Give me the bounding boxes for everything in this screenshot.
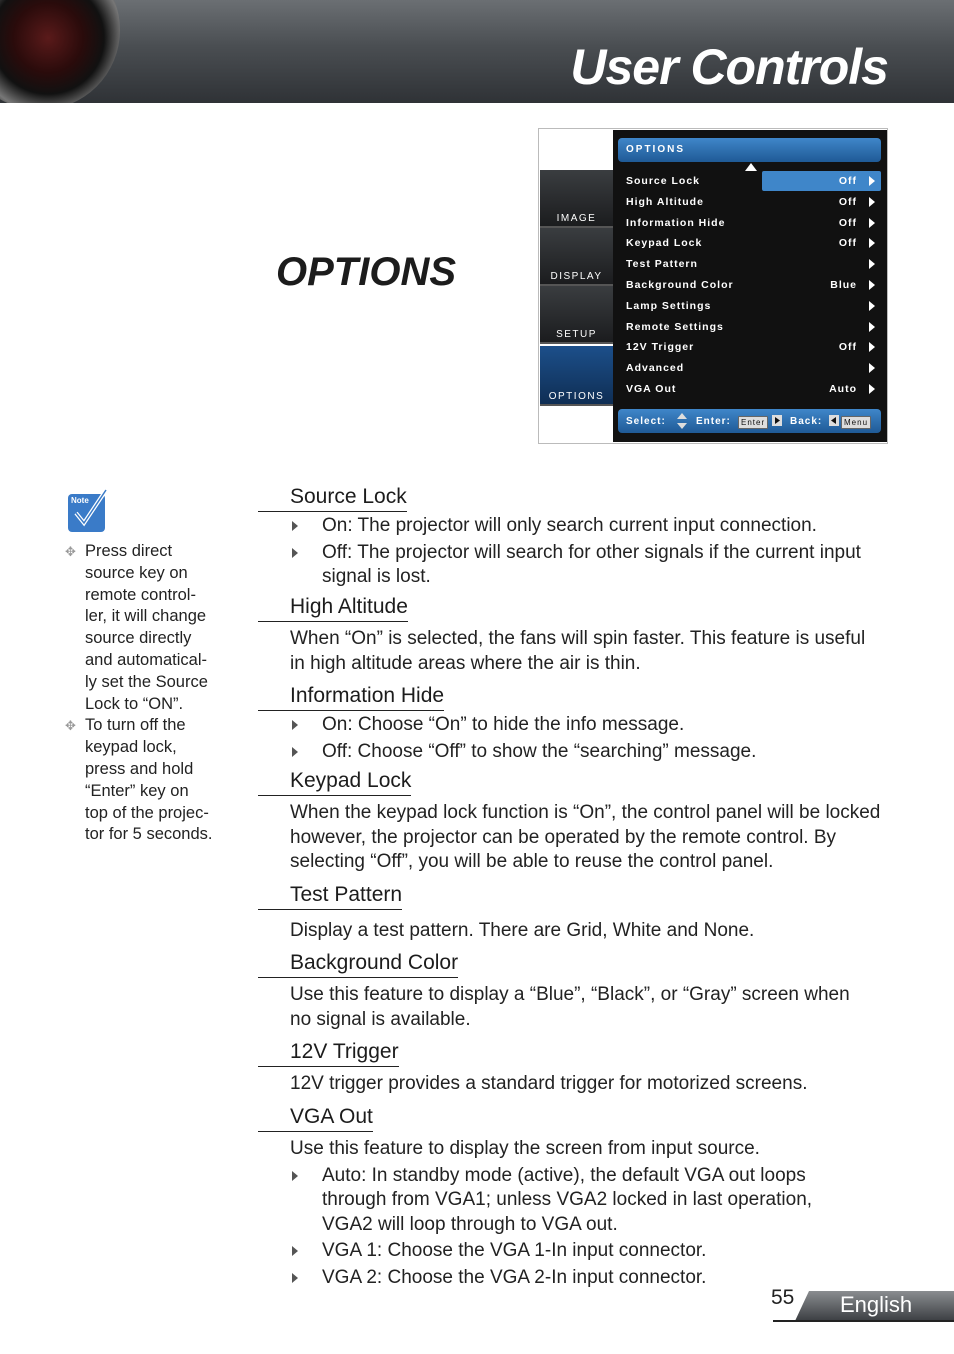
chevron-right-icon — [869, 218, 875, 228]
osd-tab-image: IMAGE — [540, 170, 613, 228]
item-title: Keypad Lock — [258, 768, 411, 796]
bullet-item: Auto: In standby mode (active), the default VGA out loops through from VGA1; unless VGA2 locked in last operation, VGA2 will loop through to VGA out. — [322, 1164, 862, 1238]
item-title: 12V Trigger — [258, 1039, 399, 1067]
osd-row-label: Source Lock — [626, 175, 701, 187]
osd-tab-display: DISPLAY — [540, 228, 613, 286]
bullet-item: On: The projector will only search current input connection. — [322, 514, 882, 539]
osd-menu-row — [618, 171, 881, 191]
section-high-altitude — [258, 594, 880, 676]
osd-row-label: 12V Trigger — [626, 341, 695, 354]
osd-row-value: Blue — [830, 279, 857, 291]
osd-menu-title: OPTIONS — [618, 138, 881, 162]
item-description: Use this feature to display the screen from input source. — [290, 1138, 760, 1159]
osd-menu-row — [618, 275, 881, 295]
chevron-right-icon — [869, 363, 875, 373]
osd-row-label: Test Pattern — [626, 258, 698, 271]
section-information-hide — [258, 683, 756, 764]
diamond-bullet-icon: ✥ — [65, 544, 76, 559]
bullet-item: VGA 1: Choose the VGA 1-In input connector. — [322, 1239, 862, 1264]
osd-row-value: Auto — [829, 383, 857, 395]
item-description: Display a test pattern. There are Grid, White and None. — [290, 920, 755, 941]
chevron-right-icon — [869, 259, 875, 269]
osd-menu-row — [618, 337, 881, 357]
osd-row-label: Keypad Lock — [626, 237, 703, 250]
svg-text:Note: Note — [71, 496, 89, 505]
osd-menu-row — [618, 358, 881, 378]
osd-menu-row — [618, 254, 881, 274]
osd-row-label: High Altitude — [626, 195, 704, 208]
osd-row-value: Off — [838, 195, 857, 208]
osd-menu-row — [618, 296, 881, 316]
section-test-pattern — [258, 882, 754, 944]
section-vga-out — [258, 1104, 862, 1290]
page-title: User Controls — [570, 39, 888, 95]
chevron-right-icon — [869, 342, 875, 352]
chevron-right-icon — [869, 238, 875, 248]
diamond-bullet-icon: ✥ — [65, 718, 76, 734]
osd-menu-row — [618, 379, 881, 399]
osd-row-label: Background Color — [626, 279, 734, 291]
osd-row-value: Off — [838, 341, 857, 354]
osd-tab-options: OPTIONS — [540, 346, 613, 406]
chevron-right-icon — [869, 280, 875, 290]
osd-row-highlight — [762, 171, 881, 191]
osd-row-label: Remote Settings — [626, 320, 724, 333]
item-title: Test Pattern — [258, 882, 402, 910]
item-title: Background Color — [258, 950, 458, 978]
item-description: 12V trigger provides a standard trigger for motorized screens. — [290, 1073, 808, 1094]
note-item: ✥ Press direct source key on remote control- ler, it will change source directly and automatical- ly set the Source Lock to “ON”. — [65, 542, 208, 713]
osd-menu-row — [618, 317, 881, 337]
bullet-item: VGA 2: Choose the VGA 2-In input connector. — [322, 1266, 862, 1291]
chevron-right-icon — [869, 301, 875, 311]
page-header — [0, 0, 954, 103]
page-number: 55 — [771, 1286, 795, 1309]
up-down-arrow-icon — [676, 411, 688, 431]
note-list — [62, 541, 237, 846]
osd-row-value: Off — [838, 237, 857, 250]
osd-menu-row — [618, 192, 881, 212]
item-title: Information Hide — [258, 683, 444, 711]
osd-tab-column — [540, 170, 613, 406]
note-checkmark-icon — [67, 489, 107, 533]
right-arrow-key-icon — [772, 415, 782, 426]
bullet-item: Off: Choose “Off” to show the “searching” message. — [322, 740, 756, 765]
item-title: VGA Out — [258, 1104, 373, 1132]
item-description: When “On” is selected, the fans will spin faster. This feature is useful in high altitude areas where the air is thin. — [290, 628, 866, 674]
section-background-color — [258, 950, 870, 1032]
chevron-right-icon — [869, 384, 875, 394]
chevron-right-icon — [869, 197, 875, 207]
osd-row-value: Off — [838, 175, 857, 187]
item-description: When the keypad lock function is “On”, the control panel will be locked however, the projector can be operated by the remote control. By selecting “Off”, you will be able to reuse the control panel. — [290, 802, 881, 872]
item-title: Source Lock — [258, 484, 407, 512]
osd-row-label: Advanced — [626, 362, 685, 375]
section-12v-trigger — [258, 1039, 807, 1097]
osd-row-value: Off — [838, 216, 857, 229]
projector-lens-image — [0, 0, 120, 103]
section-source-lock — [258, 484, 882, 590]
bullet-item: Off: The projector will search for other signals if the current input signal is lost. — [322, 541, 882, 590]
chevron-right-icon — [869, 176, 875, 186]
osd-row-label: Lamp Settings — [626, 299, 712, 312]
osd-tab-setup: SETUP — [540, 286, 613, 344]
osd-row-label: VGA Out — [626, 383, 677, 395]
footer-language: English — [840, 1292, 913, 1317]
chevron-right-icon — [869, 322, 875, 332]
bullet-item: On: Choose “On” to hide the info message. — [322, 713, 756, 738]
left-arrow-key-icon — [829, 415, 839, 426]
osd-row-label: Information Hide — [626, 216, 726, 229]
item-description: Use this feature to display a “Blue”, “Black”, or “Gray” screen when no signal is available. — [290, 984, 850, 1030]
osd-footer: Select: Enter: Enter Back: Menu — [618, 409, 881, 433]
osd-menu-row — [618, 213, 881, 233]
osd-menu-row — [618, 233, 881, 253]
note-item: ✥ To turn off the keypad lock, press and hold “Enter” key on top of the projec- tor for 5 seconds. — [65, 716, 213, 844]
scroll-up-icon — [745, 163, 757, 171]
item-title: High Altitude — [258, 594, 408, 622]
section-keypad-lock — [258, 768, 890, 875]
section-title: OPTIONS — [276, 250, 457, 294]
